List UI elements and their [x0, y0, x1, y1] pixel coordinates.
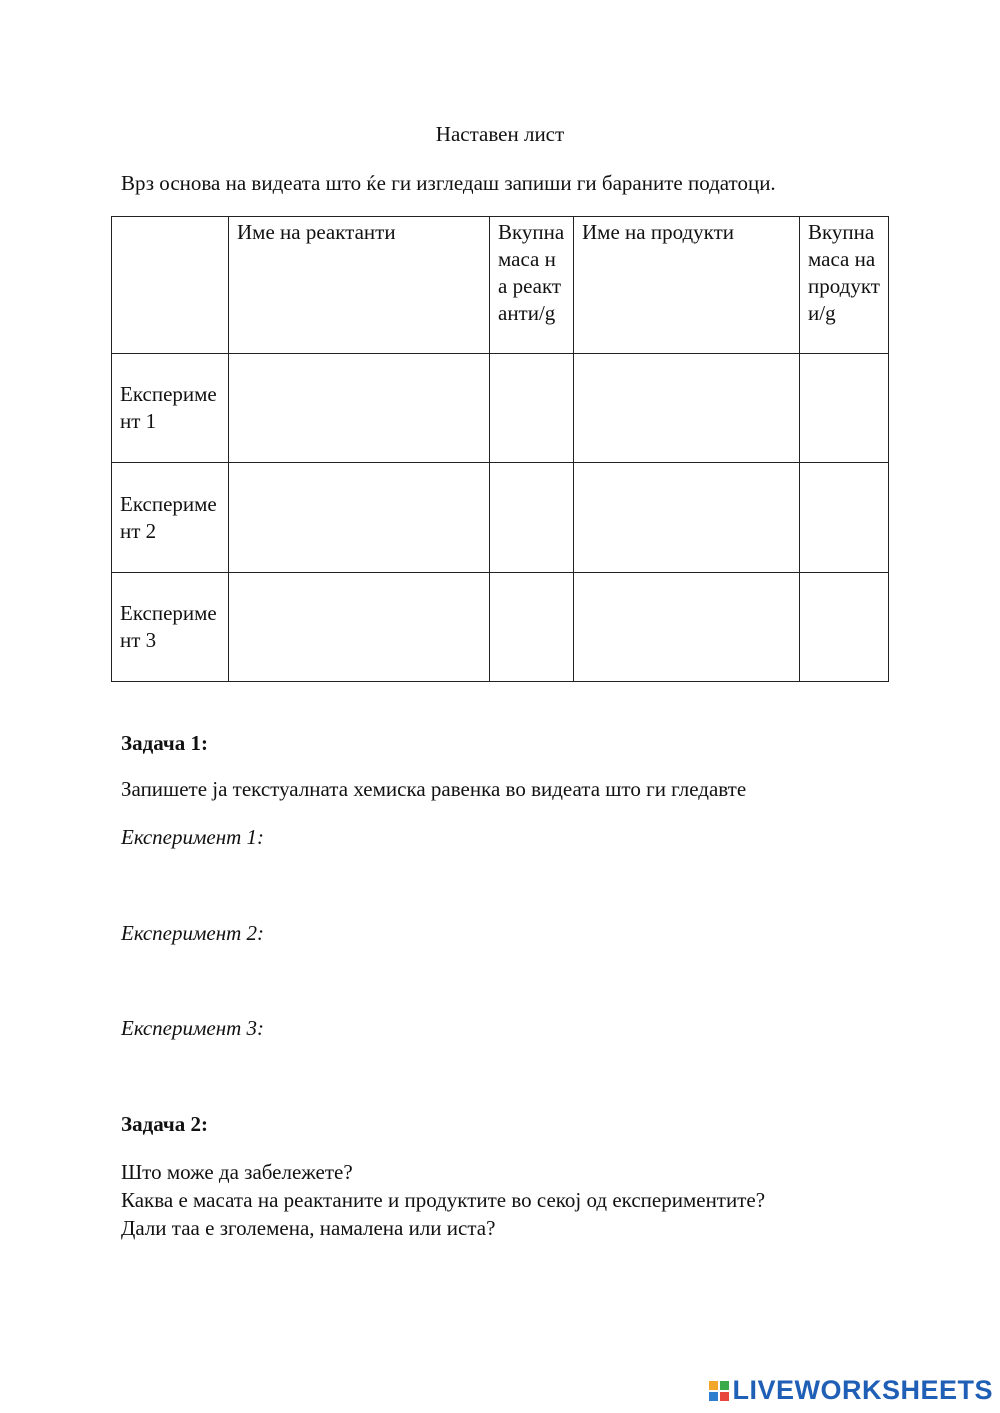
reactant-mass-cell[interactable]	[490, 354, 574, 463]
row-label: Експеримент 3	[112, 573, 229, 682]
intro-text: Врз основа на видеата што ќе ги изгледаш запиши ги бараните податоци.	[121, 171, 776, 195]
row-label: Експеримент 1	[112, 354, 229, 463]
task2-question-3: Дали таа е зголемена, намалена или иста?	[121, 1216, 496, 1240]
reactant-names-cell[interactable]	[229, 573, 490, 682]
header-reactant-mass: Вкупна маса на реактанти/g	[490, 217, 574, 354]
task1-instruction: Запишете ја текстуалната хемиска равенка во видеата што ги гледавте	[121, 777, 747, 801]
product-mass-cell[interactable]	[800, 573, 889, 682]
table-row	[112, 573, 889, 682]
product-names-cell[interactable]	[574, 573, 800, 682]
table-row	[112, 354, 889, 463]
header-product-mass: Вкупна маса на продукти/g	[800, 217, 889, 354]
task2-heading: Задача 2:	[121, 1112, 208, 1136]
product-names-cell[interactable]	[574, 354, 800, 463]
product-mass-cell[interactable]	[800, 463, 889, 573]
task2-question-2: Каква е масата на реактаните и продуктите во секој од експериментите?	[121, 1188, 766, 1212]
liveworksheets-logo	[709, 1375, 993, 1406]
reactant-names-cell[interactable]	[229, 354, 490, 463]
logo-blocks-icon	[709, 1381, 729, 1401]
task2-question-1: Што може да забележете?	[121, 1160, 353, 1184]
logo-text: LIVEWORKSHEETS	[732, 1375, 993, 1405]
product-names-cell[interactable]	[574, 463, 800, 573]
product-mass-cell[interactable]	[800, 354, 889, 463]
table-header-row	[112, 217, 889, 354]
task1-heading: Задача 1:	[121, 731, 208, 755]
reactant-mass-cell[interactable]	[490, 573, 574, 682]
header-reactant-names: Име на реактанти	[229, 217, 490, 354]
reactant-mass-cell[interactable]	[490, 463, 574, 573]
task1-experiment-2-label: Експеримент 2:	[121, 921, 265, 945]
row-label: Експеримент 2	[112, 463, 229, 573]
table-row	[112, 463, 889, 573]
header-cell-empty	[112, 217, 229, 354]
header-product-names: Име на продукти	[574, 217, 800, 354]
page-title: Наставен лист	[435, 122, 565, 146]
data-table	[111, 216, 889, 682]
task1-experiment-1-label: Експеримент 1:	[121, 825, 265, 849]
task1-experiment-3-label: Експеримент 3:	[121, 1016, 265, 1040]
reactant-names-cell[interactable]	[229, 463, 490, 573]
